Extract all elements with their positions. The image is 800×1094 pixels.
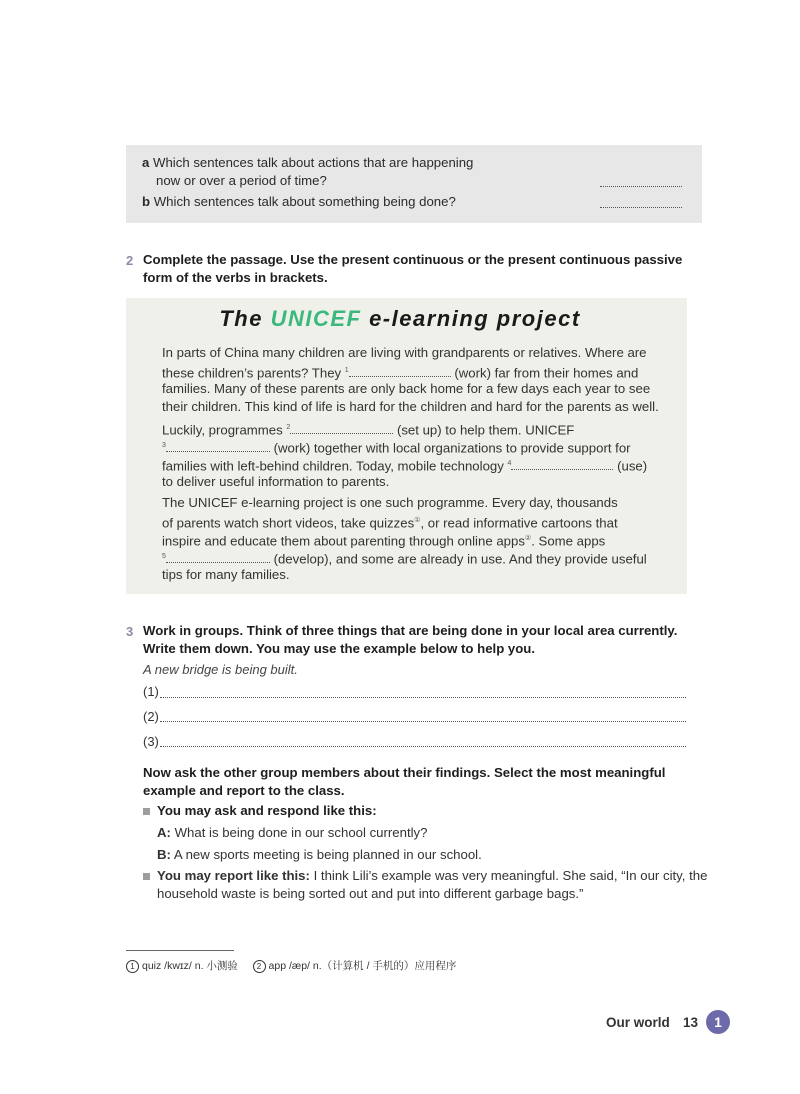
passage-title [0,306,800,332]
bullet2-title: You may report like this: [157,868,310,883]
passage-text: (set up) to help them. UNICEF [396,422,575,438]
question-a [142,154,473,172]
speaker-a-text: What is being done in our school currently? [170,825,428,840]
question-b-letter: b [142,194,151,209]
page-number: 13 [683,1015,699,1030]
footnote-marker: ② [524,535,532,542]
passage-text: of parents watch short videos, take quizzes [162,515,415,531]
passage-text: (work) together with local organizations to provide support for [273,440,631,456]
footnote-2-text: app /æp/ n.（计算机 / 手机的）应用程序 [268,960,457,972]
blank-4[interactable] [511,459,613,470]
question-2-instruction-line2: form of the verbs in brackets. [143,270,328,285]
passage-line: to deliver useful information to parents. [162,474,390,489]
footnote-marker: ① [414,517,421,524]
blank-5[interactable] [166,552,270,563]
question-a-line2: now or over a period of time? [156,173,327,188]
dialogue-a [157,824,428,842]
passage-text: inspire and educate them about parenting through online apps [162,533,525,549]
answer-blank-b[interactable] [600,207,682,208]
footnote-1-text: quiz /kwɪz/ n. 小测验 [142,960,238,972]
passage-line: The UNICEF e-learning project is one such programme. Every day, thousands [162,495,618,510]
passage-text: families with left-behind children. Today, mobile technology [162,458,504,474]
square-bullet-icon [143,808,150,815]
bullet1-title: You may ask and respond like this: [157,803,377,818]
question-3-instruction2-line2: example and report to the class. [143,783,345,798]
title-post: e-learning project [361,306,581,331]
question-a-letter: a [142,155,150,170]
blank-number: 1 [344,367,349,374]
answer-label-3: (3) [143,734,159,749]
unit-badge: 1 [706,1010,730,1034]
answer-label-2: (2) [143,709,159,724]
blank-1[interactable] [349,366,451,377]
passage-text: . Some apps [531,533,606,549]
footnote-number-1: 1 [126,960,139,973]
question-a-text: Which sentences talk about actions that are happening [153,155,474,170]
question-3-instruction-line1: Work in groups. Think of three things that are being done in your local area currently. [143,623,678,638]
example-sentence: A new bridge is being built. [143,662,298,677]
question-3-number: 3 [126,624,134,639]
question-3-instruction2-line1: Now ask the other group members about their findings. Select the most meaningful [143,765,666,780]
unit-title: Our world [606,1015,670,1030]
title-pre: The [219,306,271,331]
answer-line-2[interactable] [160,721,686,722]
blank-number: 2 [286,424,291,431]
bullet2-line2: household waste is being sorted out and put into different garbage bags.” [157,886,584,901]
bullet2-text: I think Lili’s example was very meaningful. She said, “In our city, the [309,868,708,883]
passage-line: In parts of China many children are living with grandparents or relatives. Where are [162,345,647,360]
speaker-a-label: A: [157,825,171,840]
question-3-instruction-line2: Write them down. You may use the example below to help you. [143,641,536,656]
blank-3[interactable] [166,441,270,452]
passage-line: their children. This kind of life is hard for the children and hard for the parents as well. [162,399,659,414]
footnote-rule [126,950,234,951]
footnote-number-2: 2 [253,960,266,973]
dialogue-b [157,846,482,864]
answer-line-3[interactable] [160,746,686,747]
passage-line: families. Many of these parents are only back home for a few days each year to see [162,381,651,396]
answer-line-1[interactable] [160,697,686,698]
passage-text: these children’s parents? They [162,365,342,381]
blank-number: 3 [162,442,166,449]
passage-line: tips for many families. [162,567,290,582]
question-2-instruction-line1: Complete the passage. Use the present continuous or the present continuous passive [143,252,683,267]
passage-text: (develop), and some are already in use. And they provide useful [273,551,647,567]
blank-2[interactable] [290,423,393,434]
speaker-b-label: B: [157,847,171,862]
passage-text: , or read informative cartoons that [420,515,618,531]
bullet2 [157,867,707,885]
blank-number: 4 [507,460,512,467]
question-b [142,193,456,211]
title-brand: UNICEF [270,306,362,331]
footnotes [126,958,456,973]
passage-text: (use) [617,458,648,474]
passage-text: (work) far from their homes and [454,365,639,381]
square-bullet-icon [143,873,150,880]
question-b-text: Which sentences talk about something being done? [153,194,456,209]
passage-text: Luckily, programmes [162,422,283,438]
speaker-b-text: A new sports meeting is being planned in our school. [170,847,482,862]
blank-number: 5 [162,553,166,560]
question-2-number: 2 [126,253,134,268]
answer-blank-a[interactable] [600,186,682,187]
answer-label-1: (1) [143,684,159,699]
